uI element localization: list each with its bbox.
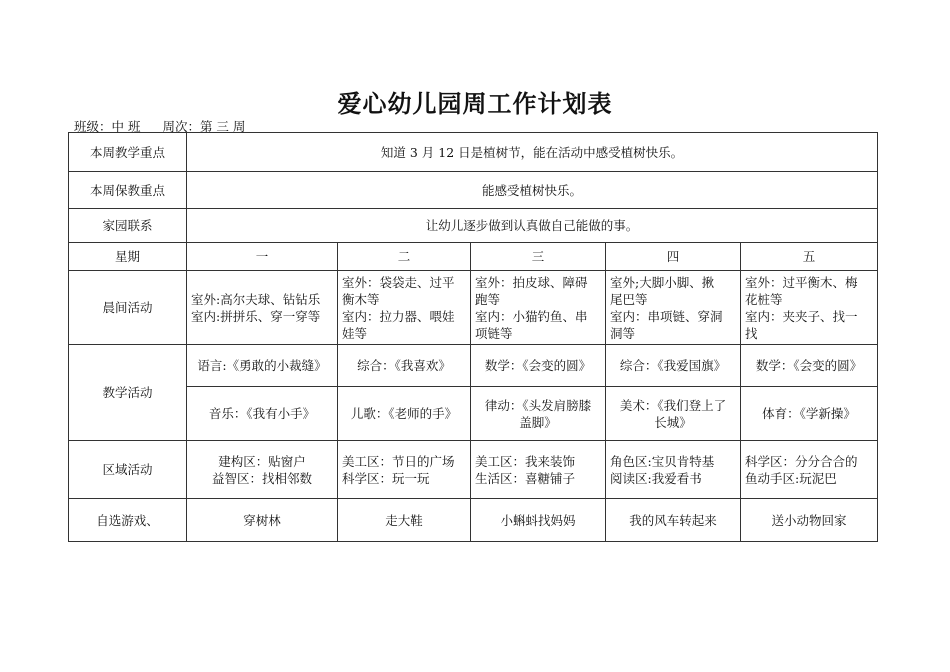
- morning-activity-cell: [471, 271, 606, 345]
- morning-activity-cell-line: 室内：夹夹子、找一: [745, 308, 858, 324]
- teaching-activity-cell-line: 长城》: [654, 414, 692, 430]
- teaching-activity-cell-line: 美术：《我们登上了: [619, 397, 727, 413]
- area-activity-label: 区域活动: [69, 441, 187, 499]
- teaching-focus-row: [69, 133, 878, 172]
- teaching-activity-cell-line: 律动：《头发肩膀膝: [484, 397, 592, 413]
- morning-activity-cell-line: 室外：拍皮球、障碍: [475, 274, 588, 290]
- area-activity-cell-line: 建构区：贴窗户: [218, 453, 306, 469]
- area-activity-cell: [741, 441, 878, 499]
- care-focus-content: 能感受植树快乐。: [187, 172, 878, 209]
- free-games-label: 自选游戏、: [69, 499, 187, 542]
- area-activity-cell-line: 益智区：找相邻数: [211, 470, 312, 486]
- morning-activity-cell-line: 衡木等: [342, 291, 380, 307]
- weekly-plan-table: [68, 132, 878, 542]
- free-game-cell: 送小动物回家: [741, 499, 878, 542]
- teaching-activity-cell: [187, 387, 338, 441]
- morning-activity-cell-line: 室内：串项链、穿洞: [610, 308, 723, 324]
- teaching-focus-content: 知道 3 月 12 日是植树节，能在活动中感受植树快乐。: [187, 133, 878, 172]
- teaching-activity-cell-line: 语言:《勇敢的小裁缝》: [197, 358, 327, 373]
- weekday-header: 一: [187, 243, 338, 271]
- home-contact-label: 家园联系: [69, 209, 187, 243]
- teaching-activity-cell-line: 体育：《学新操》: [762, 406, 856, 421]
- teaching-activity-cell: [338, 387, 471, 441]
- teaching-activity-cell: [741, 345, 878, 387]
- free-game-cell: 穿树林: [187, 499, 338, 542]
- week-label: 周次：第 三 周: [162, 119, 246, 134]
- teaching-activity-cell: [606, 387, 741, 441]
- home-contact-content: 让幼儿逐步做到认真做自己能做的事。: [187, 209, 878, 243]
- weekday-header: 四: [606, 243, 741, 271]
- morning-activity-cell-line: 洞等: [610, 325, 636, 341]
- teaching-activity-row: [69, 345, 878, 387]
- weekday-label: 星期: [69, 243, 187, 271]
- class-label: 班级：中 班: [74, 119, 141, 134]
- teaching-activity-cell: [338, 345, 471, 387]
- free-game-cell: 我的风车转起来: [606, 499, 741, 542]
- teaching-activity-cell: [606, 345, 741, 387]
- morning-activity-cell-line: 找: [745, 325, 758, 341]
- teaching-activity-cell-line: 数学：《会变的圆》: [755, 358, 863, 373]
- morning-activity-row: [69, 271, 878, 345]
- morning-activity-cell-line: 室内：小猫钓鱼、串: [475, 308, 588, 324]
- morning-activity-cell-line: 尾巴等: [610, 291, 648, 307]
- morning-activity-cell-line: 娃等: [342, 325, 368, 341]
- area-activity-cell-line: 美工区：节日的广场: [342, 453, 455, 469]
- morning-activity-cell-line: 室内：拉力器、喂娃: [342, 308, 455, 324]
- area-activity-cell: [187, 441, 338, 499]
- morning-activity-cell: [606, 271, 741, 345]
- area-activity-cell: [606, 441, 741, 499]
- area-activity-cell-line: 阅读区:我爱看书: [610, 470, 702, 486]
- teaching-activity-cell-line: 数学：《会变的圆》: [484, 358, 592, 373]
- teaching-activity-label: 教学活动: [69, 345, 187, 441]
- weekday-header-row: [69, 243, 878, 271]
- morning-activity-cell-line: 室外：袋袋走、过平: [342, 274, 455, 290]
- teaching-activity-cell: [471, 387, 606, 441]
- teaching-activity-cell: [187, 345, 338, 387]
- area-activity-cell-line: 角色区:宝贝肯特基: [610, 453, 715, 469]
- teaching-activity-row: [69, 387, 878, 441]
- area-activity-cell: [471, 441, 606, 499]
- weekday-header: 五: [741, 243, 878, 271]
- morning-activity-cell-line: 室外:高尔夫球、钻钻乐: [191, 291, 321, 307]
- morning-activity-cell-line: 室外：过平衡木、梅: [745, 274, 858, 290]
- page-title: 爱心幼儿园周工作计划表: [337, 89, 613, 118]
- care-focus-row: [69, 172, 878, 209]
- free-games-row: [69, 499, 878, 542]
- morning-activity-cell-line: 花桩等: [745, 291, 783, 307]
- teaching-activity-cell-line: 盖脚》: [519, 414, 557, 430]
- morning-activity-cell: [338, 271, 471, 345]
- free-game-cell: 走大鞋: [338, 499, 471, 542]
- morning-activity-label: 晨间活动: [69, 271, 187, 345]
- morning-activity-cell: [187, 271, 338, 345]
- area-activity-cell-line: 生活区：喜糖铺子: [475, 470, 576, 486]
- teaching-activity-cell-line: 综合：《我爱国旗》: [619, 358, 727, 373]
- morning-activity-cell-line: 项链等: [475, 325, 513, 341]
- area-activity-cell-line: 科学区：玩一玩: [342, 470, 430, 486]
- teaching-activity-cell-line: 儿歌：《老师的手》: [350, 406, 458, 421]
- area-activity-cell-line: 科学区：分分合合的: [745, 453, 858, 469]
- area-activity-cell: [338, 441, 471, 499]
- care-focus-label: 本周保教重点: [69, 172, 187, 209]
- morning-activity-cell-line: 室内:拼拼乐、穿一穿等: [191, 308, 321, 324]
- teaching-activity-cell-line: 音乐：《我有小手》: [208, 406, 316, 421]
- area-activity-row: [69, 441, 878, 499]
- weekday-header: 三: [471, 243, 606, 271]
- morning-activity-cell-line: 跑等: [475, 291, 501, 307]
- area-activity-cell-line: 鱼动手区:玩泥巴: [745, 470, 837, 486]
- morning-activity-cell-line: 室外;大脚小脚、揪: [610, 274, 715, 290]
- teaching-activity-cell: [471, 345, 606, 387]
- area-activity-cell-line: 美工区：我来装饰: [475, 453, 576, 469]
- home-contact-row: [69, 209, 878, 243]
- free-game-cell: 小蝌蚪找妈妈: [471, 499, 606, 542]
- morning-activity-cell: [741, 271, 878, 345]
- weekday-header: 二: [338, 243, 471, 271]
- teaching-activity-cell-line: 综合：《我喜欢》: [357, 358, 451, 373]
- teaching-focus-label: 本周教学重点: [69, 133, 187, 172]
- teaching-activity-cell: [741, 387, 878, 441]
